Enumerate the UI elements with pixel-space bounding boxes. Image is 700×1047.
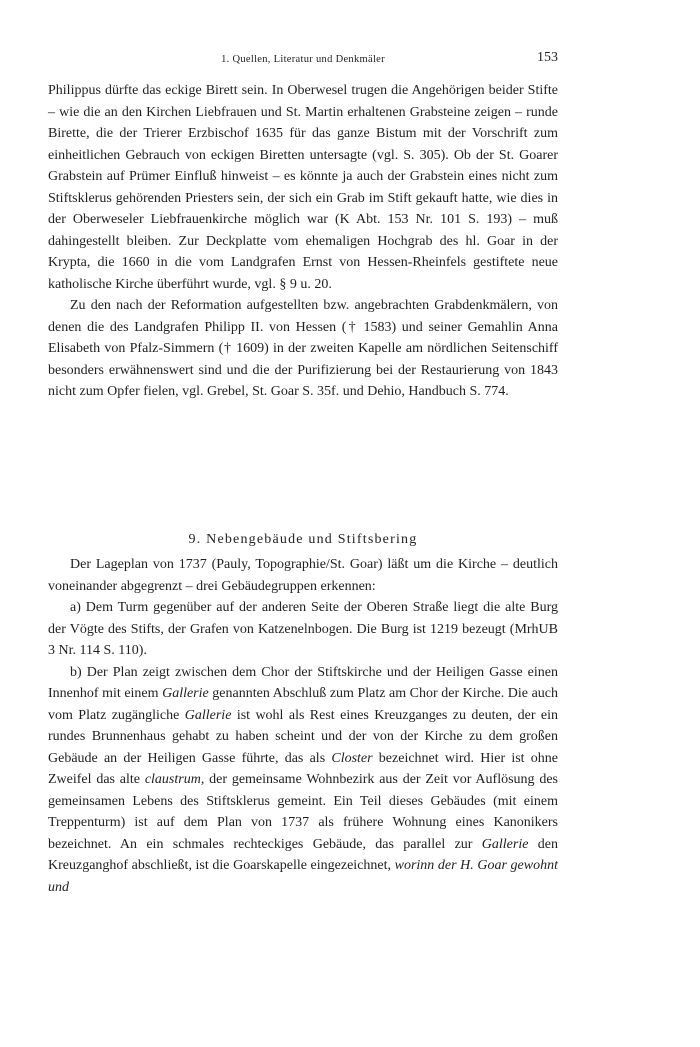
running-title: 1. Quellen, Literatur und Denkmäler — [221, 54, 385, 65]
italic-quote: worinn der H. Goar gewohnt und — [48, 858, 558, 895]
italic-term: claustrum — [144, 772, 201, 787]
text-run: bezeichnet wird. Hier ist ohne Zweifel das alte — [48, 750, 559, 787]
text-run: den Kreuzganghof abschließt, ist die Goarskapelle eingezeichnet, — [48, 836, 558, 873]
paragraph-burg: a) Dem Turm gegenüber auf der anderen Seite der Oberen Straße liegt die alte Burg der Vögte des Stifts, der Grafen von Katzenelnbogen. Die Burg ist 1219 bezeugt (MrhUB 3 Nr. 114 S. 110). — [48, 600, 558, 658]
section-text-nebengebaeude — [48, 554, 558, 898]
italic-term: Gallerie — [481, 836, 529, 852]
running-head — [48, 50, 558, 70]
text-run: b) Der Plan zeigt zwischen dem Chor der Stiftskirche und der Heiligen Gasse einen Innenhof mit einem — [48, 664, 558, 701]
text-run: , der gemeinsame Wohnbezirk aus der Zeit vor Auflösung des gemeinsamen Lebens des Stiftsklerus gemeint. Ein Teil dieses Gebäudes (mit einem Treppenturm) ist auf dem Plan von 1737 als frühere Wohnung eines Kanonikers bezeichnet. An ein schmales rechteckiges Gebäude, das parallel zur — [48, 772, 558, 852]
italic-term: Gallerie — [162, 686, 209, 701]
paragraph-innenhof — [48, 662, 558, 899]
page-number: 153 — [537, 50, 558, 65]
paragraph-grabdenkmaeler: Zu den nach der Reformation aufgestellten bzw. angebrachten Grabdenkmälern, von denen die des Landgrafen Philipp II. von Hessen († 1583) und seiner Gemahlin Anna Elisabeth von Pfalz-Simmern († 1609) in der zweiten Kapelle am nördlichen Seitenschiff besonders erwähnenswert sind und die der Purifizierung bei der Restaurierung von 1843 nicht zum Opfer fielen, vgl. Grebel, St. Goar S. 35f. und Dehio, Handbuch S. 774. — [48, 298, 558, 399]
italic-term: Gallerie — [184, 707, 232, 723]
italic-term: Closter — [331, 750, 373, 766]
text-run: ist wohl als Rest eines Kreuzganges zu deuten, der ein rundes Brunnenhaus gehabt zu haben scheint und der von der Kirche zu dem großen Gebäude an der Heiligen Gasse führte, das als — [48, 707, 558, 766]
paragraph-lageplan: Der Lageplan von 1737 (Pauly, Topographie/St. Goar) läßt um die Kirche – deutlich voneinander abgegrenzt – drei Gebäudegruppen erkennen: — [48, 557, 558, 594]
paragraph-birett: Philippus dürfte das eckige Birett sein. In Oberwesel trugen die Angehörigen beider Stifte – wie die an den Kirchen Liebfrauen und St. Martin erhaltenen Grabsteine zeigen – runde Birette, die der Trierer Erzbischof 1635 für das ganze Bistum mit der Vorschrift zum einheitlichen Gebrauch von eckigen Biretten untersagte (vgl. S. 305). Ob der St. Goarer Grabstein auf Prümer Einfluß hinweist – es könnte ja auch der Grabstein eines nicht zum Stiftsklerus gehörenden Priesters sein, der sich ein Grab im Stift gekauft hatte, wie dies in der Oberweseler Liebfrauenkirche möglich war (K Abt. 153 Nr. 101 S. 193) – muß dahingestellt bleiben. Zur Deckplatte vom ehemaligen Hochgrab des hl. Goar in der Krypta, die 1660 in die vom Landgrafen Ernst von Hessen-Rheinfels gestiftete neue katholische Kirche überführt wurde, vgl. § 9 u. 20. — [48, 83, 558, 292]
text-run: genannten Abschluß zum Platz am Chor der Kirche. Die auch vom Platz zugängliche — [48, 686, 558, 723]
section-text-monuments — [48, 80, 558, 403]
section-heading: 9. Nebengebäude und Stiftsbering — [188, 532, 418, 547]
